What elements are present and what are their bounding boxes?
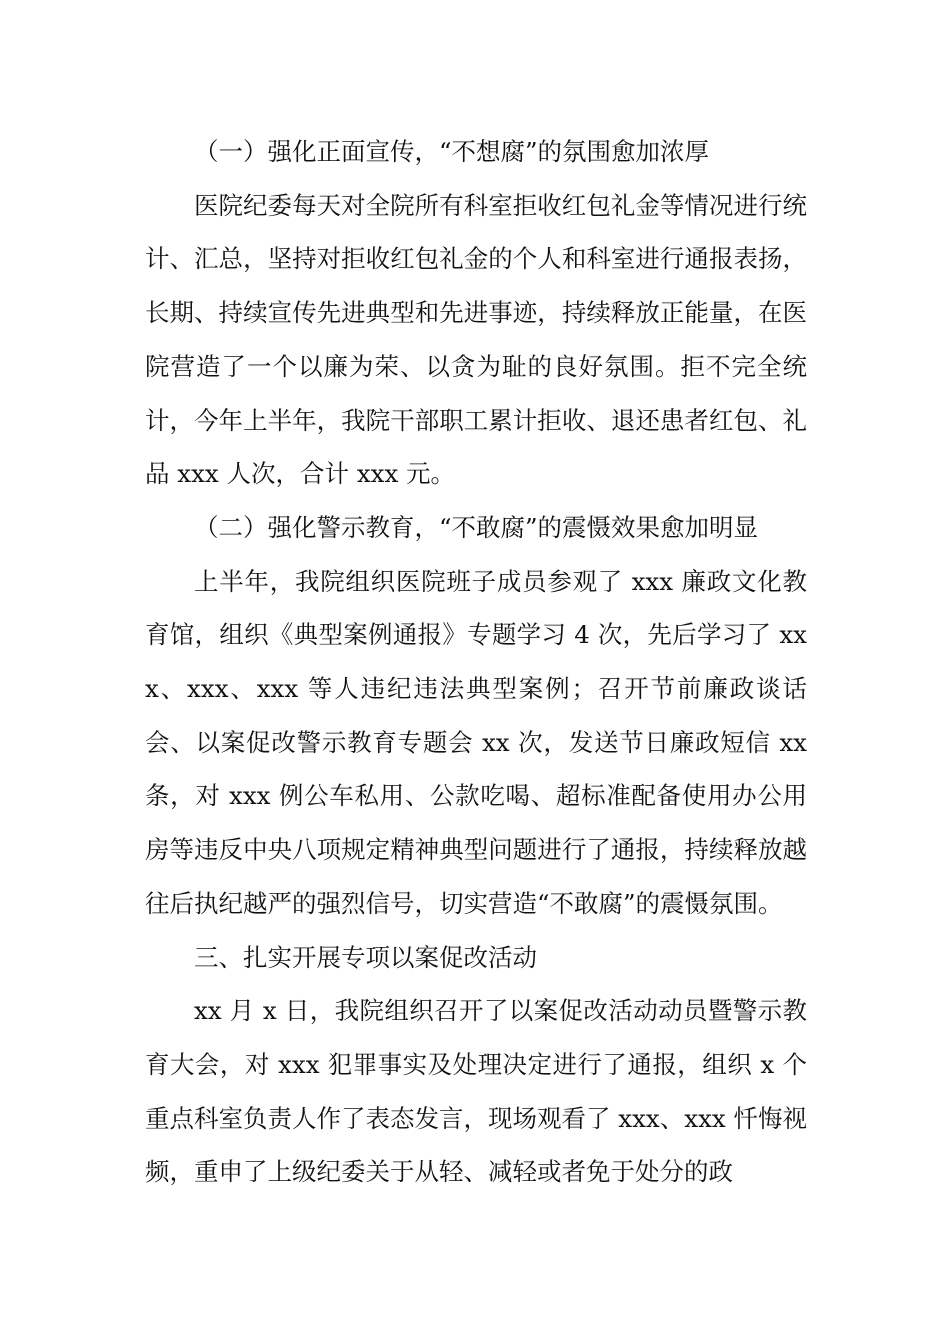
body-paragraph-3: xx 月 x 日，我院组织召开了以案促改活动动员暨警示教育大会，对 xxx 犯罪事实及处理决定进行了通报，组织 x 个重点科室负责人作了表态发言，现场观看了 xxx、xxx 忏悔视频，重申了上级纪委关于从轻、减轻或者免于处分的政 <box>145 996 807 1187</box>
document-page <box>145 125 807 1199</box>
body-paragraph-2: 上半年，我院组织医院班子成员参观了 xxx 廉政文化教育馆，组织《典型案例通报》专题学习 4 次，先后学习了 xxx、xxx、xxx 等人违纪违法典型案例；召开节前廉政谈话会、以案促改警示教育专题会 xx 次，发送节日廉政短信 xx 条，对 xxx 例公车私用、公款吃喝、超标准配备使用办公用房等违反中央八项规定精神典型问题进行了通报，持续释放越往后执纪越严的强烈信号，切实营造“不敢腐”的震慑氛围。 <box>145 566 807 918</box>
section-heading-2: （二）强化警示教育，“不敢腐”的震慑效果愈加明显 <box>194 512 759 542</box>
section-heading-3: 三、扎实开展专项以案促改活动 <box>194 942 537 972</box>
section-heading-1: （一）强化正面宣传，“不想腐”的氛围愈加浓厚 <box>194 137 710 166</box>
body-paragraph-1: 医院纪委每天对全院所有科室拒收红包礼金等情况进行统计、汇总，坚持对拒收红包礼金的个人和科室进行通报表扬，长期、持续宣传先进典型和先进事迹，持续释放正能量，在医院营造了一个以廉为荣、以贪为耻的良好氛围。拒不完全统计，今年上半年，我院干部职工累计拒收、退还患者红包、礼品 xxx 人次，合计 xxx 元。 <box>145 190 807 489</box>
